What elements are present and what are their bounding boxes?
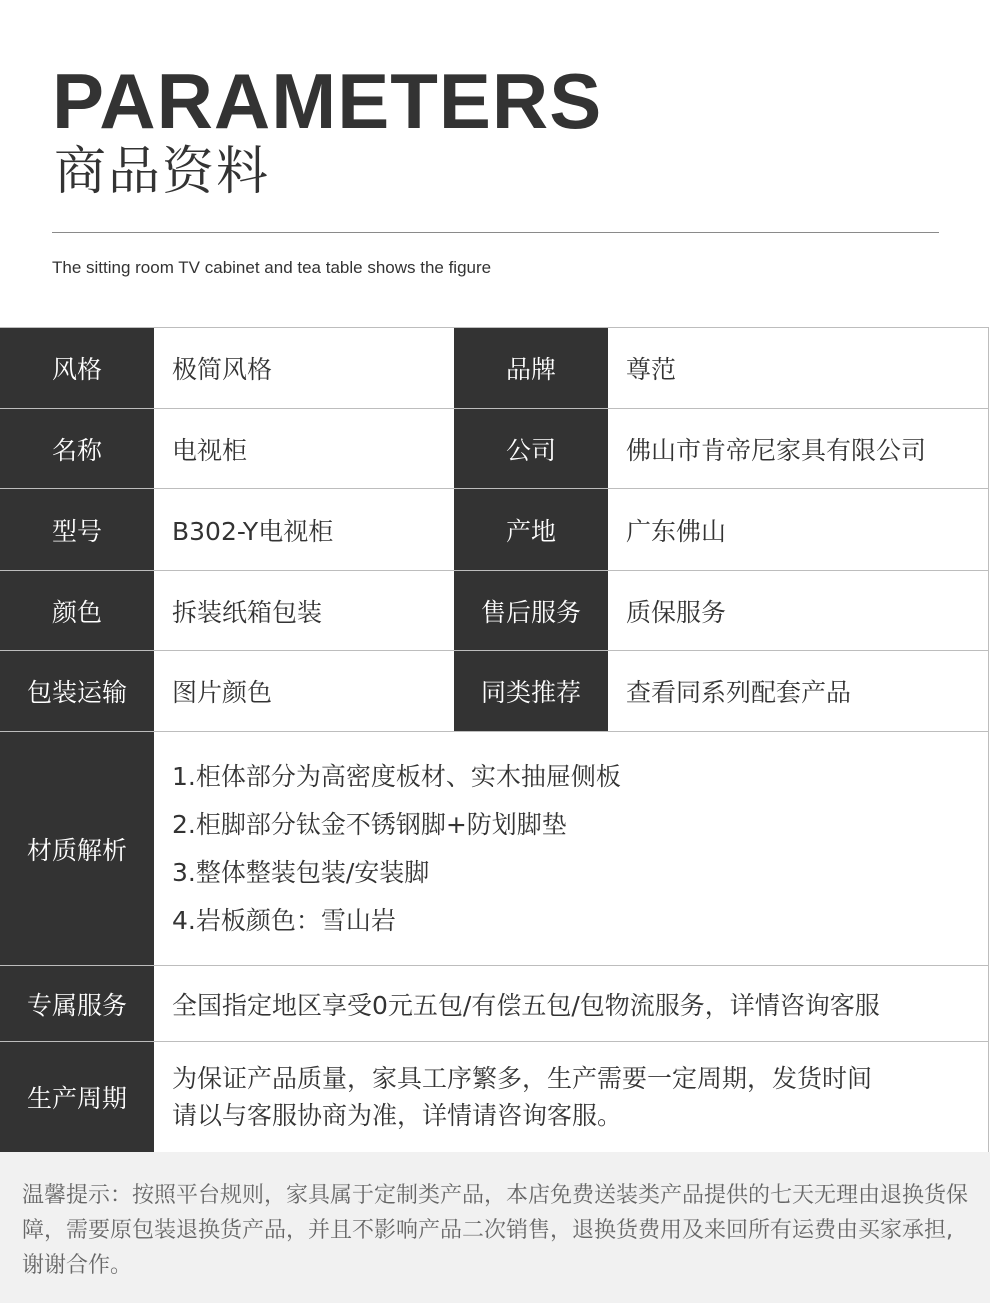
value-production	[154, 1042, 988, 1152]
page-title-en: PARAMETERS	[52, 57, 603, 145]
label-model: 型号	[0, 489, 154, 570]
table-row	[0, 409, 988, 489]
label-production: 生产周期	[0, 1042, 154, 1152]
value-company: 佛山市肯帝尼家具有限公司	[608, 409, 988, 488]
value-style: 极简风格	[154, 328, 454, 408]
table-row	[0, 489, 988, 571]
value-packaging: 图片颜色	[154, 651, 454, 731]
production-line: 为保证产品质量，家具工序繁多，生产需要一定周期，发货时间	[172, 1064, 873, 1093]
value-brand: 尊范	[608, 328, 988, 408]
label-material: 材质解析	[0, 732, 154, 965]
value-material	[154, 732, 988, 965]
table-row	[0, 328, 988, 409]
label-brand: 品牌	[454, 328, 608, 408]
value-recommend: 查看同系列配套产品	[608, 651, 988, 731]
label-recommend: 同类推荐	[454, 651, 608, 731]
page-title-cn: 商品资料	[54, 142, 271, 202]
value-service: 全国指定地区享受0元五包/有偿五包/包物流服务，详情咨询客服	[154, 966, 988, 1041]
label-origin: 产地	[454, 489, 608, 570]
material-line: 2.柜脚部分钛金不锈钢脚+防划脚垫	[172, 809, 567, 839]
table-row	[0, 1042, 988, 1153]
table-row	[0, 651, 988, 732]
value-name: 电视柜	[154, 409, 454, 488]
label-color: 颜色	[0, 571, 154, 650]
label-company: 公司	[454, 409, 608, 488]
table-row	[0, 571, 988, 651]
table-row	[0, 732, 988, 966]
material-line: 3.整体整装包装/安装脚	[172, 857, 430, 887]
notice-text: 温馨提示：按照平台规则，家具属于定制类产品，本店免费送装类产品提供的七天无理由退换货保障，需要原包装退换货产品，并且不影响产品二次销售，退换货费用及来回所有运费由买家承担,谢谢合作。	[22, 1183, 969, 1278]
label-packaging: 包装运输	[0, 651, 154, 731]
parameters-table	[0, 327, 989, 1153]
table-row	[0, 966, 988, 1042]
page-subtitle: The sitting room TV cabinet and tea table shows the figure	[52, 258, 492, 277]
value-after-sales: 质保服务	[608, 571, 988, 650]
title-divider	[52, 232, 939, 233]
label-style: 风格	[0, 328, 154, 408]
material-line: 4.岩板颜色：雪山岩	[172, 905, 396, 935]
value-origin: 广东佛山	[608, 489, 988, 570]
label-after-sales: 售后服务	[454, 571, 608, 650]
label-service: 专属服务	[0, 966, 154, 1041]
value-color: 拆装纸箱包装	[154, 571, 454, 650]
notice-box	[0, 1152, 990, 1303]
label-name: 名称	[0, 409, 154, 488]
production-line: 请以与客服协商为准，详情请咨询客服。	[172, 1101, 623, 1130]
material-line: 1.柜体部分为高密度板材、实木抽屉侧板	[172, 761, 621, 791]
value-model: B302-Y电视柜	[154, 489, 454, 570]
